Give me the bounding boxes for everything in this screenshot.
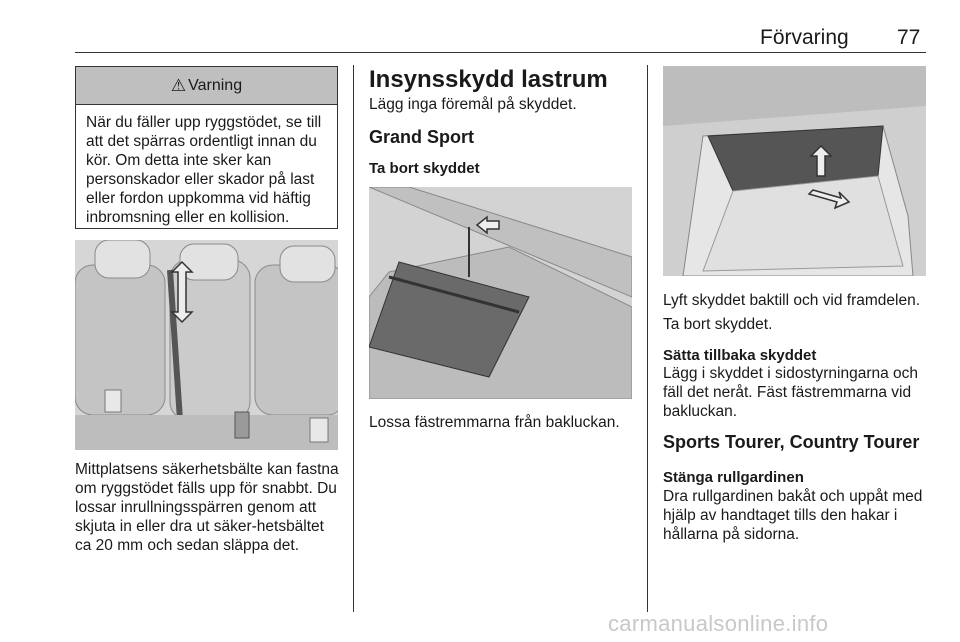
warning-text: När du fäller upp ryggstödet, se till att det spärras ordentligt innan du kör. Om detta inte sker kan personskador eller skador på last eller fordon uppkomma vid häftig inbromsning eller en kollision. xyxy=(86,114,322,226)
header-rule xyxy=(75,52,926,53)
tailgate-strap-illustration xyxy=(369,187,632,399)
rear-seat-belt-illustration xyxy=(75,240,338,450)
step-heading-remove: Ta bort skyddet xyxy=(369,160,480,177)
warning-title: Varning xyxy=(188,76,243,94)
column-divider-left xyxy=(353,65,354,612)
strap-caption: Lossa fästremmarna från bakluckan. xyxy=(369,414,620,431)
seat-belt-paragraph: Mittplatsens säkerhetsbälte kan fastna om ryggstödet fälls upp för snabbt. Du lossar inrullningsspärren genom att skjuta in eller dra ut säker-hetsbältet ca 20 mm och sedan släppa det. xyxy=(75,461,339,554)
subheading-grand-sport: Grand Sport xyxy=(369,127,475,147)
refit-text: Lägg i skyddet i sidostyrningarna och fäll det neråt. Fäst fästremmarna vid bakluckan. xyxy=(663,365,919,420)
subheading-sports-tourer: Sports Tourer, Country Tourer xyxy=(663,432,920,452)
heading-close-blind: Stänga rullgardinen xyxy=(663,469,804,486)
warning-box xyxy=(75,66,338,229)
warning-icon: ⚠ xyxy=(170,75,187,95)
remove-cover-text: Ta bort skyddet. xyxy=(663,316,773,333)
cargo-cover-illustration xyxy=(663,66,926,276)
section-title: Förvaring xyxy=(760,26,849,49)
intro-text: Lägg inga föremål på skyddet. xyxy=(369,96,577,113)
close-blind-text: Dra rullgardinen bakåt och uppåt med hjälp av handtaget tills den hakar i hållarna på sidorna. xyxy=(663,488,923,543)
section-heading: Insynsskydd lastrum xyxy=(369,66,608,93)
lift-cover-text: Lyft skyddet baktill och vid framdelen. xyxy=(663,292,921,309)
heading-refit: Sätta tillbaka skyddet xyxy=(663,347,817,364)
column-divider-right xyxy=(647,65,648,612)
page-number: 77 xyxy=(897,26,921,49)
warning-header xyxy=(76,67,337,105)
watermark: carmanualsonline.info xyxy=(608,611,829,636)
